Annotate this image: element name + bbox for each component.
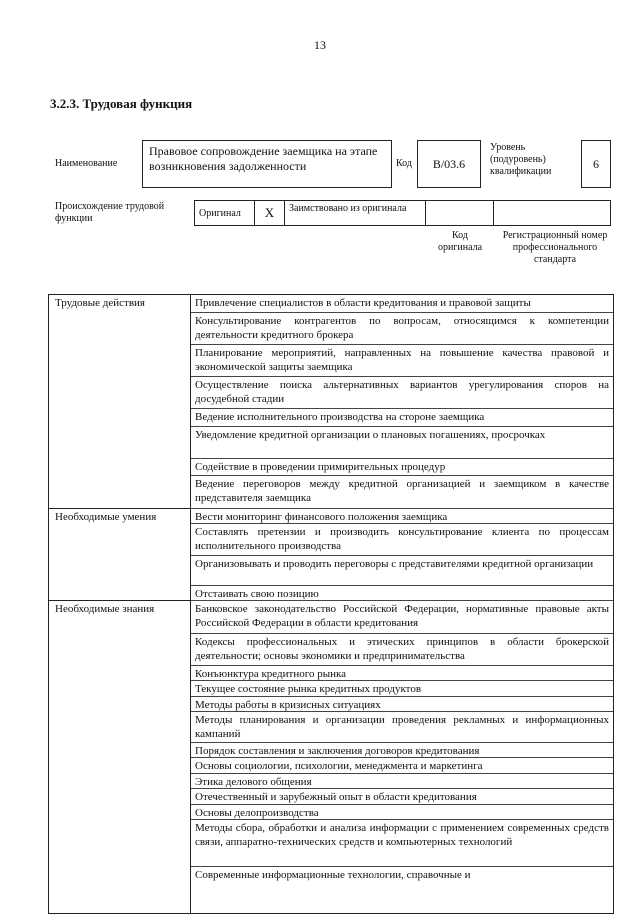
- table-row: Привлечение специалистов в области кредитования и правовой защиты: [191, 295, 613, 313]
- table-row: Осуществление поиска альтернативных вариантов урегулирования споров на досудебной стадии: [191, 377, 613, 409]
- table-row: Консультирование контрагентов по вопросам, относящимся к компетенции деятельности кредитного брокера: [191, 313, 613, 345]
- original-mark-cell: [255, 201, 285, 225]
- table-row: Методы работы в кризисных ситуациях: [191, 697, 613, 712]
- table-row: Кодексы профессиональных и этических принципов в области брокерской деятельности; основы экономики и предпринимательства: [191, 634, 613, 666]
- table-row: Вести мониторинг финансового положения заемщика: [191, 509, 613, 524]
- origin-row: [194, 200, 611, 226]
- section-title-knowledge: Необходимые знания: [55, 603, 155, 615]
- table-row: Банковское законодательство Российской Федерации, нормативные правовые акты Российской Федерации в области кредитования: [191, 601, 613, 634]
- origin-label: Происхождение трудовой функции: [55, 201, 165, 224]
- table-row: Составлять претензии и производить консультирование клиента по процессам исполнительного производства: [191, 524, 613, 556]
- table-row: Методы сбора, обработки и анализа информации с применением современных средств связи, аппаратно-технических средств и компьютерных технологий: [191, 820, 613, 867]
- code-value: B/03.6: [432, 156, 466, 171]
- table-row: Планирование мероприятий, направленных на повышение качества правовой и экономической защиты заемщика: [191, 345, 613, 377]
- section-title: 3.2.3. Трудовая функция: [50, 96, 193, 111]
- reg-number-caption: Регистрационный номер профессионального стандарта: [502, 230, 608, 265]
- reg-number-cell: [494, 201, 610, 225]
- borrowed-label: Заимствовано из оригинала: [289, 203, 407, 214]
- function-table: [48, 294, 614, 914]
- table-row: Отстаивать свою позицию: [191, 586, 613, 601]
- table-row: Порядок составления и заключения договоров кредитования: [191, 743, 613, 758]
- table-row: Ведение исполнительного производства на стороне заемщика: [191, 409, 613, 427]
- table-row: Конъюнктура кредитного рынка: [191, 666, 613, 681]
- level-value: 6: [593, 156, 599, 171]
- table-row: Организовывать и проводить переговоры с представителями кредитной организации: [191, 556, 613, 586]
- table-row: Ведение переговоров между кредитной организацией и заемщиком в качестве представителя заемщика: [191, 476, 613, 509]
- section-title-actions: Трудовые действия: [55, 297, 145, 309]
- code-box: [417, 140, 481, 188]
- name-label: Наименование: [55, 158, 118, 169]
- level-label: Уровень (подуровень) квалификации: [490, 142, 552, 177]
- table-row: Современные информационные технологии, справочные и: [195, 869, 471, 881]
- table-row: Основы социологии, психологии, менеджмента и маркетинга: [191, 758, 613, 774]
- borrowed-label-cell: [285, 201, 426, 225]
- table-row: Этика делового общения: [191, 774, 613, 789]
- code-label: Код: [396, 158, 412, 169]
- function-name: Правовое сопровождение заемщика на этапе возникновения задолженности: [149, 144, 378, 173]
- original-label-cell: [195, 201, 255, 225]
- table-row: Содействие в проведении примирительных процедур: [191, 459, 613, 476]
- table-row: Уведомление кредитной организации о плановых погашениях, просрочках: [191, 427, 613, 459]
- function-name-box: [142, 140, 392, 188]
- code-original-caption: Код оригинала: [437, 230, 483, 253]
- code-original-cell: [426, 201, 494, 225]
- table-row: Отечественный и зарубежный опыт в области кредитования: [191, 789, 613, 805]
- level-box: [581, 140, 611, 188]
- original-mark: X: [264, 205, 275, 220]
- table-row: Методы планирования и организации проведения рекламных и информационных кампаний: [191, 712, 613, 743]
- page-number: 13: [314, 38, 326, 52]
- section-title-skills: Необходимые умения: [55, 511, 157, 523]
- table-row: Основы делопроизводства: [191, 805, 613, 820]
- table-row: Текущее состояние рынка кредитных продуктов: [191, 681, 613, 697]
- original-label: Оригинал: [199, 208, 241, 219]
